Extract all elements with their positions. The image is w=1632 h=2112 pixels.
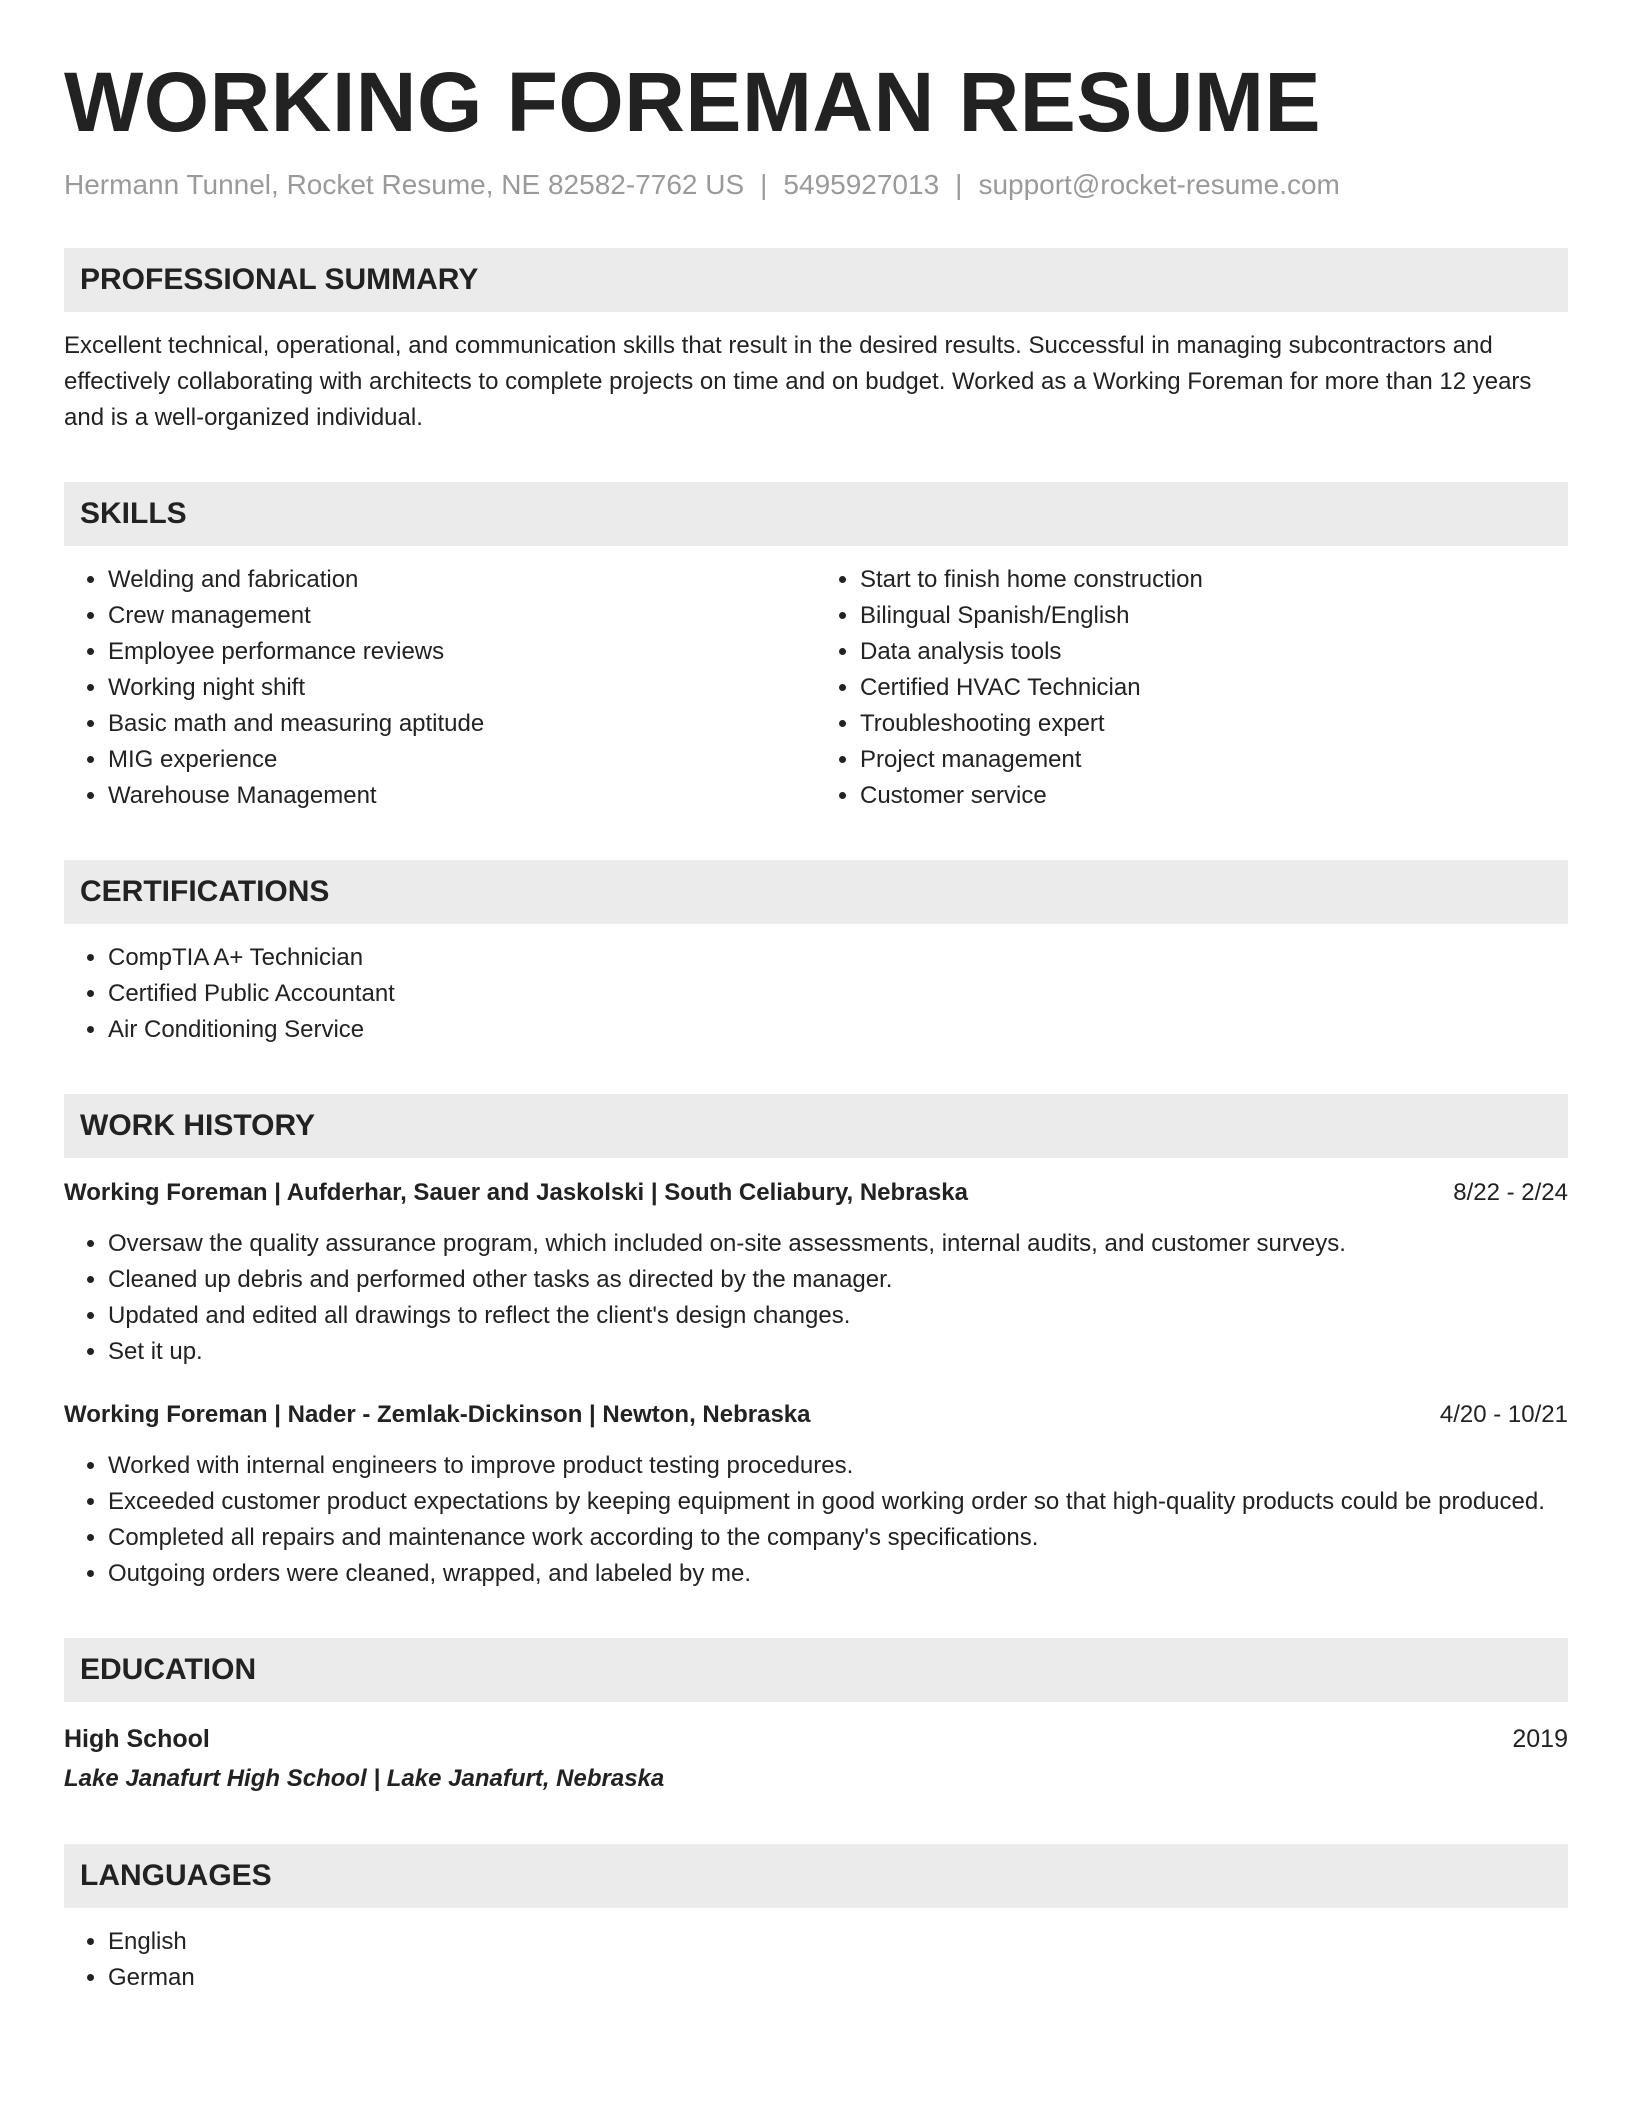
skill-item: • Crew management [108, 598, 816, 634]
contact-address: Hermann Tunnel, Rocket Resume, NE 82582-7762 US [64, 169, 745, 200]
education-header [64, 1720, 1568, 1758]
contact-separator: | [955, 169, 963, 200]
certification-item: • Certified Public Accountant [108, 976, 1568, 1012]
job-entry [64, 1398, 1568, 1592]
section-header-skills: SKILLS [64, 482, 1568, 546]
job-header [64, 1176, 1568, 1210]
job-bullets [64, 1448, 1568, 1592]
skills-list-right [816, 562, 1568, 814]
skills-columns [64, 546, 1568, 814]
skill-item: • Working night shift [108, 670, 816, 706]
job-dates: 4/20 - 10/21 [1439, 1401, 1568, 1428]
resume-title: WORKING FOREMAN RESUME [64, 55, 1321, 149]
job-bullet: • Set it up. [108, 1334, 1568, 1370]
job-bullet: • Cleaned up debris and performed other tasks as directed by the manager. [108, 1262, 1568, 1298]
skill-item: • Project management [860, 742, 1568, 778]
job-dates: 8/22 - 2/24 [1453, 1179, 1568, 1206]
certification-item: • Air Conditioning Service [108, 1012, 1568, 1048]
contact-line [64, 168, 1568, 202]
job-bullet: • Updated and edited all drawings to reflect the client's design changes. [108, 1298, 1568, 1334]
summary-text: Excellent technical, operational, and communication skills that result in the desired results. Successful in managing subcontractors and effectively collaborating with architects to complete projects on time and on budget. Worked as a Working Foreman for more than 12 years and is a well-organized individual. [64, 332, 1532, 431]
languages-list [64, 1924, 1568, 1996]
job-header [64, 1398, 1568, 1432]
skill-item: • Basic math and measuring aptitude [108, 706, 816, 742]
job-entry [64, 1176, 1568, 1370]
job-bullet: • Exceeded customer product expectations by keeping equipment in good working order so that high-quality products could be produced. [108, 1484, 1568, 1520]
skill-item: • Warehouse Management [108, 778, 816, 814]
contact-phone: 5495927013 [783, 169, 940, 200]
education-school: Lake Janafurt High School | Lake Janafurt, Nebraska [64, 1765, 665, 1792]
skill-item: • Data analysis tools [860, 634, 1568, 670]
section-header-languages: LANGUAGES [64, 1844, 1568, 1908]
skill-item: • Certified HVAC Technician [860, 670, 1568, 706]
job-bullet: • Worked with internal engineers to improve product testing procedures. [108, 1448, 1568, 1484]
skill-item: • Employee performance reviews [108, 634, 816, 670]
skill-item: • MIG experience [108, 742, 816, 778]
job-bullet: • Outgoing orders were cleaned, wrapped, and labeled by me. [108, 1556, 1568, 1592]
section-header-certifications: CERTIFICATIONS [64, 860, 1568, 924]
job-bullet: • Completed all repairs and maintenance work according to the company's specifications. [108, 1520, 1568, 1556]
education-year: 2019 [1512, 1725, 1568, 1753]
contact-email: support@rocket-resume.com [978, 169, 1340, 200]
skill-item: • Start to finish home construction [860, 562, 1568, 598]
skills-list-left [64, 562, 816, 814]
education-degree: High School [64, 1725, 210, 1753]
skill-item: • Welding and fabrication [108, 562, 816, 598]
language-item: • German [108, 1960, 1568, 1996]
job-title: Working Foreman | Aufderhar, Sauer and Jaskolski | South Celiabury, Nebraska [64, 1179, 968, 1206]
job-bullets [64, 1226, 1568, 1370]
language-item: • English [108, 1924, 1568, 1960]
section-header-summary: PROFESSIONAL SUMMARY [64, 248, 1568, 312]
job-title: Working Foreman | Nader - Zemlak-Dickinson | Newton, Nebraska [64, 1401, 811, 1428]
skill-item: • Bilingual Spanish/English [860, 598, 1568, 634]
skill-item: • Troubleshooting expert [860, 706, 1568, 742]
section-header-work-history: WORK HISTORY [64, 1094, 1568, 1158]
section-header-education: EDUCATION [64, 1638, 1568, 1702]
certifications-list [64, 940, 1568, 1048]
contact-separator: | [760, 169, 768, 200]
job-bullet: • Oversaw the quality assurance program, which included on-site assessments, internal audits, and customer surveys. [108, 1226, 1568, 1262]
skill-item: • Customer service [860, 778, 1568, 814]
certification-item: • CompTIA A+ Technician [108, 940, 1568, 976]
